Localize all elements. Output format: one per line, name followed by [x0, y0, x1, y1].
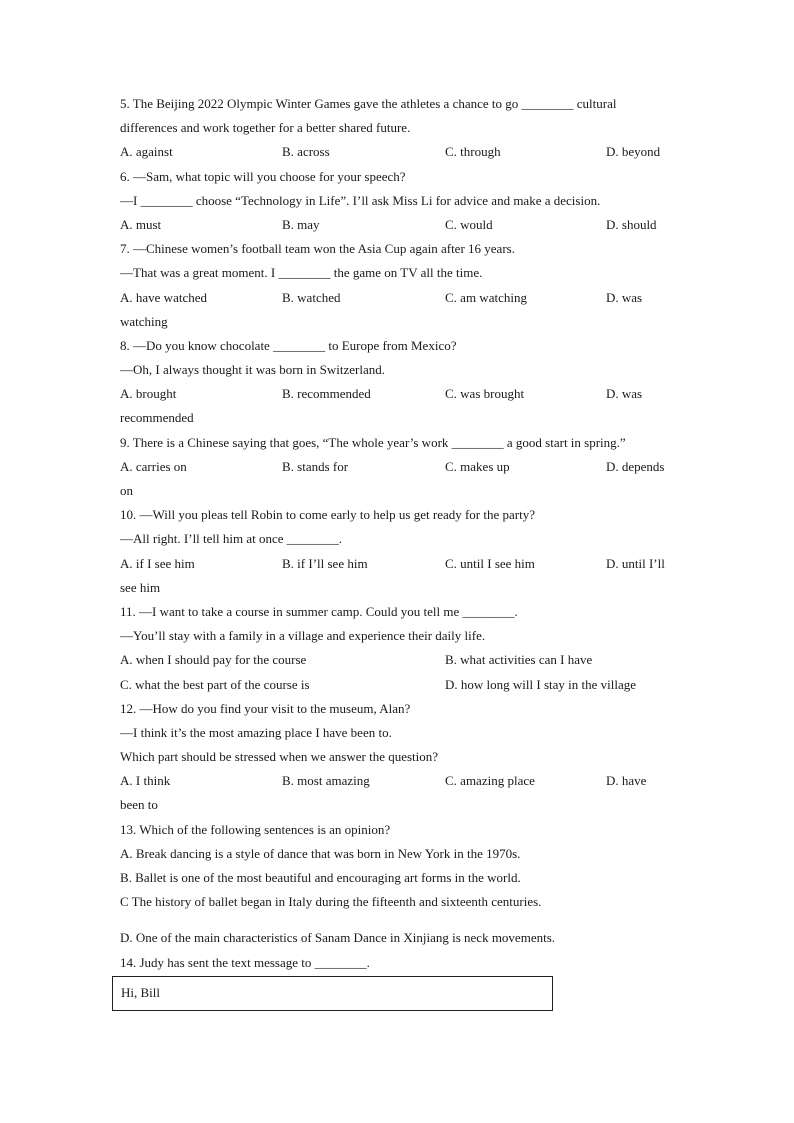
exam-page [120, 92, 680, 975]
question-10-stem: 10. —Will you pleas tell Robin to come early to help us get ready for the party? [120, 507, 536, 523]
question-10-options [120, 552, 680, 576]
paragraph-gap [120, 914, 680, 926]
option-c[interactable]: C. makes up [445, 458, 510, 474]
text-message-box [112, 976, 553, 1011]
option-c[interactable]: C. until I see him [445, 555, 535, 571]
question-6-options [120, 213, 680, 237]
option-a[interactable]: A. against [120, 144, 173, 160]
question-14-stem: 14. Judy has sent the text message to ________. [120, 954, 370, 970]
option-c[interactable]: C The history of ballet began in Italy during the fifteenth and sixteenth centuries. [120, 894, 542, 910]
question-12-option-d-wrap: been to [120, 797, 158, 813]
option-b[interactable]: B. Ballet is one of the most beautiful and encouraging art forms in the world. [120, 870, 521, 885]
option-a[interactable]: A. brought [120, 386, 177, 402]
option-a[interactable]: A. carries on [120, 458, 187, 474]
option-d[interactable]: D. should [606, 216, 657, 232]
question-5-stem-cont: differences and work together for a better shared future. [120, 120, 411, 136]
question-11-stem-cont: —You’ll stay with a family in a village and experience their daily life. [120, 628, 486, 644]
option-a[interactable]: A. I think [120, 773, 171, 789]
option-c[interactable]: C. amazing place [445, 773, 535, 789]
question-8-options [120, 382, 680, 406]
option-d[interactable]: D. have [606, 773, 647, 789]
option-b[interactable]: B. if I’ll see him [282, 555, 368, 571]
option-d[interactable]: D. depends [606, 458, 665, 474]
option-d[interactable]: D. was [606, 386, 643, 402]
option-a[interactable]: A. if I see him [120, 555, 195, 571]
question-9-option-d-wrap: on [120, 483, 133, 498]
question-12-prompt: Which part should be stressed when we answer the question? [120, 749, 439, 765]
question-7-option-d-wrap: watching [120, 313, 168, 329]
option-a[interactable]: A. when I should pay for the course [120, 652, 307, 668]
option-b[interactable]: B. watched [282, 289, 341, 305]
question-7-options [120, 286, 680, 310]
option-c[interactable]: C. would [445, 216, 493, 232]
question-11-options-cd [120, 673, 680, 697]
option-a[interactable]: A. must [120, 216, 162, 232]
question-12-options [120, 769, 680, 793]
option-c[interactable]: C. what the best part of the course is [120, 676, 310, 692]
question-8-stem: 8. —Do you know chocolate ________ to Europe from Mexico? [120, 337, 457, 353]
question-10-option-d-wrap: see him [120, 579, 161, 595]
option-b[interactable]: B. may [282, 216, 320, 232]
option-d[interactable]: D. was [606, 289, 643, 305]
question-8-option-d-wrap: recommended [120, 410, 194, 426]
option-d[interactable]: D. beyond [606, 144, 661, 160]
option-b[interactable]: B. what activities can I have [445, 652, 593, 668]
question-11-options-ab [120, 648, 680, 672]
option-d[interactable]: D. One of the main characteristics of Sanam Dance in Xinjiang is neck movements. [120, 930, 556, 946]
question-10-stem-cont: —All right. I’ll tell him at once ________. [120, 531, 343, 547]
question-12-stem: 12. —How do you find your visit to the museum, Alan? [120, 700, 411, 716]
option-c[interactable]: C. am watching [445, 289, 527, 305]
option-a[interactable]: A. have watched [120, 289, 207, 305]
option-c[interactable]: C. was brought [445, 386, 525, 402]
question-6-stem-cont: —I ________ choose “Technology in Life”. I’ll ask Miss Li for advice and make a decision. [120, 192, 601, 208]
question-9-stem: 9. There is a Chinese saying that goes, “The whole year’s work ________ a good start in spring.” [120, 434, 626, 450]
question-5-stem: 5. The Beijing 2022 Olympic Winter Games gave the athletes a chance to go ________ cultural [120, 96, 617, 111]
question-7-stem-cont: —That was a great moment. I ________ the game on TV all the time. [120, 265, 483, 281]
option-a[interactable]: A. Break dancing is a style of dance that was born in New York in the 1970s. [120, 845, 521, 861]
option-b[interactable]: B. stands for [282, 458, 349, 474]
option-b[interactable]: B. across [282, 144, 330, 160]
question-7-stem: 7. —Chinese women’s football team won the Asia Cup again after 16 years. [120, 241, 515, 257]
question-12-stem-cont: —I think it’s the most amazing place I have been to. [120, 724, 392, 740]
option-b[interactable]: B. recommended [282, 386, 371, 402]
question-6-stem: 6. —Sam, what topic will you choose for your speech? [120, 168, 406, 184]
option-d[interactable]: D. how long will I stay in the village [445, 676, 637, 692]
question-13-stem: 13. Which of the following sentences is an opinion? [120, 821, 391, 837]
question-9-options [120, 455, 680, 479]
option-b[interactable]: B. most amazing [282, 773, 370, 789]
question-11-stem: 11. —I want to take a course in summer camp. Could you tell me ________. [120, 603, 518, 619]
question-5-options [120, 140, 680, 164]
question-8-stem-cont: —Oh, I always thought it was born in Switzerland. [120, 362, 386, 378]
option-c[interactable]: C. through [445, 144, 501, 160]
message-greeting: Hi, Bill [121, 985, 161, 1000]
option-d[interactable]: D. until I’ll [606, 555, 665, 571]
